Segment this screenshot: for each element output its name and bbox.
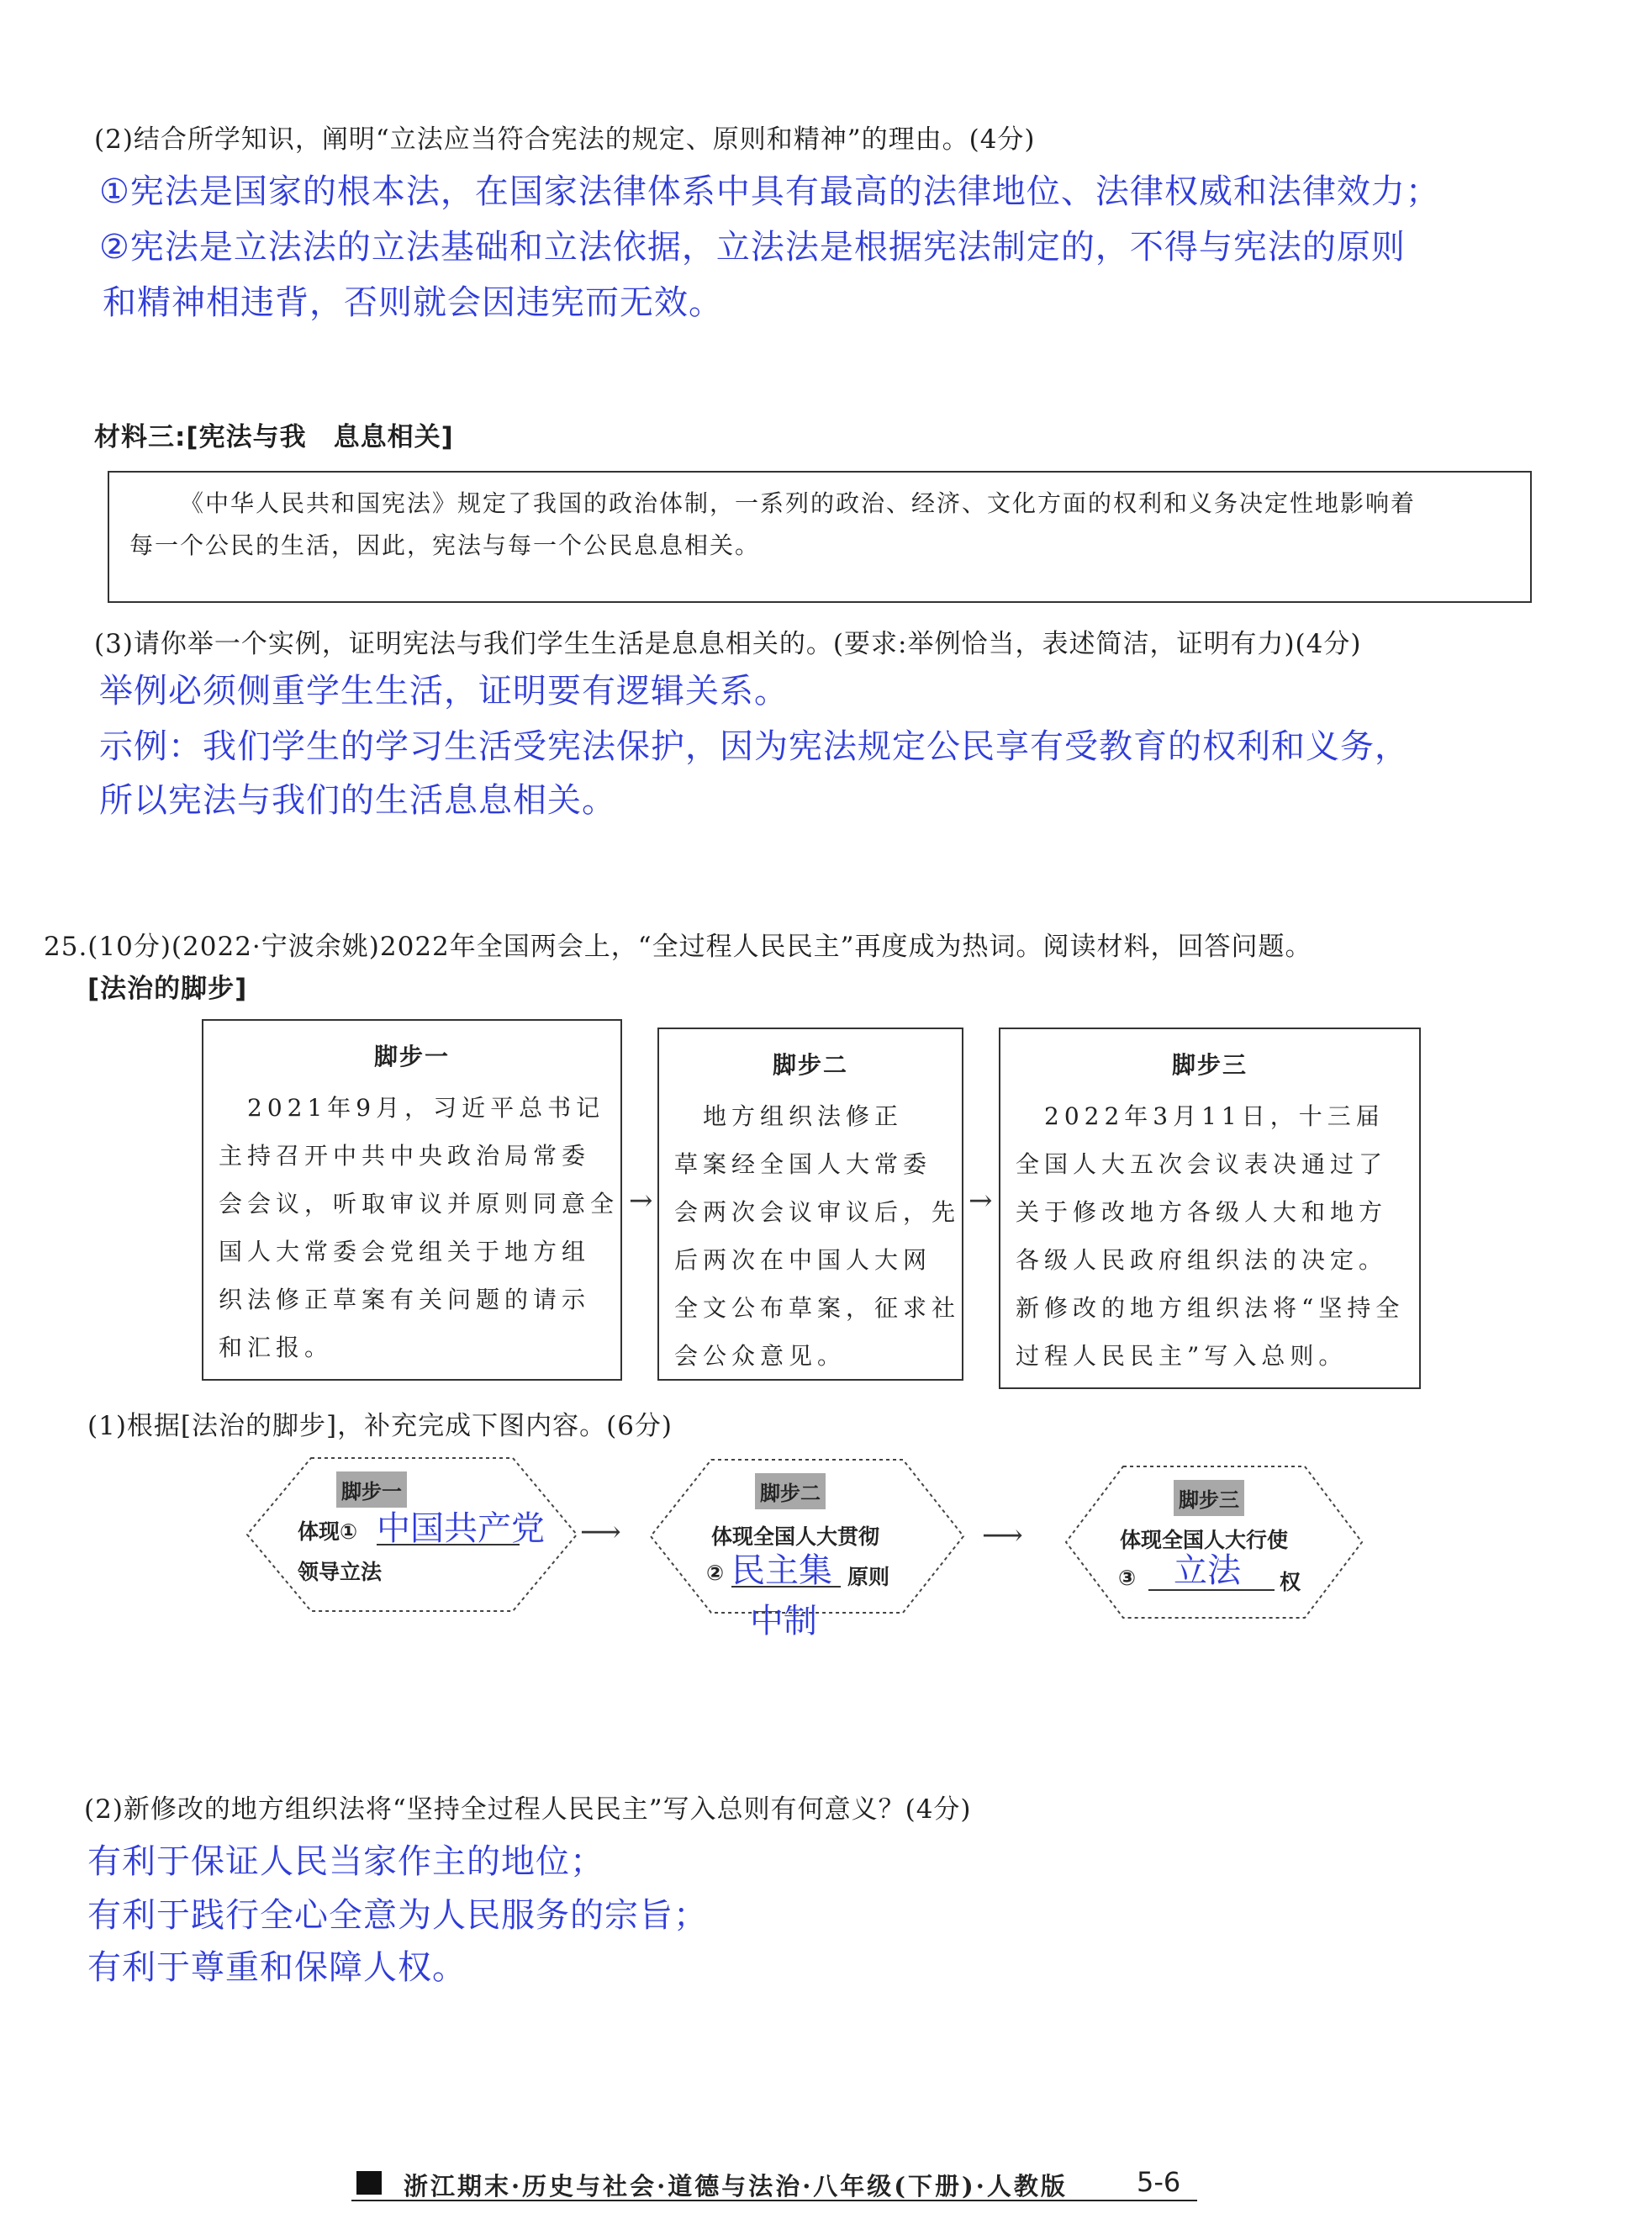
q25-part2-answer-line-3: 有利于尊重和保障人权。 (87, 1948, 467, 1987)
step-1-line-1: 2021年9月，习近平总书记 (219, 1094, 605, 1122)
q25-section-title: [法治的脚步] (87, 974, 248, 1004)
step-2-line-4: 后两次在中国人大网 (674, 1246, 932, 1274)
material3-title: 材料三:[宪法与我 息息相关] (94, 422, 454, 452)
q24-part2-answer-line-1: ①宪法是国家的根本法，在国家法律体系中具有最高的法律地位、法律权威和法律效力； (99, 172, 1440, 211)
step-3-line-3: 关于修改地方各级人大和地方 (1016, 1198, 1388, 1226)
material3-line-2: 每一个公民的生活，因此，宪法与每一个公民息息相关。 (129, 531, 761, 559)
material3-box (108, 471, 1532, 603)
step-3-line-2: 全国人大五次会议表决通过了 (1016, 1150, 1388, 1178)
q24-part2-question: (2)结合所学知识，阐明“立法应当符合宪法的规定、原则和精神”的理由。(4分) (94, 124, 1036, 155)
step-1-line-4: 国人大常委会党组关于地方组 (219, 1238, 591, 1265)
diagram-1-blank (377, 1544, 520, 1545)
diagram-3-blank (1148, 1589, 1275, 1591)
footer-marker-icon (356, 2171, 382, 2195)
diagram-1-pre: 体现① (298, 1519, 358, 1544)
step-1-line-6: 和汇报。 (219, 1334, 334, 1361)
diagram-3-marker: ③ (1118, 1566, 1137, 1590)
step-box-2 (657, 1028, 963, 1381)
q25-part2-answer-line-2: 有利于践行全心全意为人民服务的宗旨； (87, 1896, 708, 1935)
diagram-arrow-1: ⟶ (580, 1515, 621, 1549)
diagram-1-answer: 中国共产党 (377, 1509, 545, 1548)
step-1-line-2: 主持召开中共中央政治局常委 (219, 1142, 591, 1170)
diagram-1-label: 脚步一 (336, 1471, 407, 1508)
step-2-line-3: 会两次会议审议后，先 (674, 1198, 961, 1226)
step-3-line-6: 过程人民民主”写入总则。 (1016, 1342, 1348, 1370)
diagram-3-post: 权 (1280, 1570, 1301, 1594)
step-2-line-1: 地方组织法修正 (674, 1102, 904, 1130)
q25-part1-question: (1)根据[法治的脚步]，补充完成下图内容。(6分) (87, 1411, 673, 1441)
arrow-1-to-2: → (629, 1184, 653, 1218)
diagram-3-answer: 立法 (1174, 1551, 1241, 1590)
step-3-title: 脚步三 (1171, 1051, 1248, 1079)
step-2-line-2: 草案经全国人大常委 (674, 1150, 932, 1178)
diagram-2-label: 脚步二 (755, 1473, 826, 1509)
material3-line-1: 《中华人民共和国宪法》规定了我国的政治体制，一系列的政治、经济、文化方面的权利和义务决定性地影响着 (180, 489, 1417, 517)
diagram-2-post: 原则 (847, 1565, 890, 1589)
q25-part2-answer-line-1: 有利于保证人民当家作主的地位； (87, 1842, 604, 1881)
step-3-line-4: 各级人民政府组织法的决定。 (1016, 1246, 1388, 1274)
step-box-3 (999, 1028, 1421, 1389)
step-3-line-5: 新修改的地方组织法将“坚持全 (1016, 1294, 1405, 1322)
diagram-2-blank (731, 1586, 841, 1588)
arrow-2-to-3: → (969, 1184, 993, 1218)
step-2-title: 脚步二 (772, 1051, 848, 1079)
diagram-3-pre: 体现全国人大行使 (1120, 1528, 1289, 1552)
q25-header: 25.(10分)(2022·宁波余姚)2022年全国两会上，“全过程人民民主”再度成为热词。阅读材料，回答问题。 (44, 932, 1312, 962)
q24-part2-answer-line-3: 和精神相违背，否则就会因违宪而无效。 (103, 283, 723, 322)
q24-part3-answer-line-1: 举例必须侧重学生生活，证明要有逻辑关系。 (99, 672, 789, 711)
diagram-arrow-2: ⟶ (982, 1519, 1023, 1552)
q24-part2-answer-line-2: ②宪法是立法法的立法基础和立法依据，立法法是根据宪法制定的，不得与宪法的原则 (99, 228, 1406, 267)
diagram-2-answer: 民主集 (731, 1551, 832, 1590)
diagram-2-marker: ② (706, 1561, 725, 1585)
footer-text: 浙江期末·历史与社会·道德与法治·八年级(下册)·人教版 (404, 2172, 1068, 2201)
q24-part3-question: (3)请你举一个实例，证明宪法与我们学生生活是息息相关的。(要求:举例恰当，表述简洁，证明有力)(4分) (94, 629, 1362, 659)
step-1-title: 脚步一 (373, 1043, 450, 1070)
diagram-3-label: 脚步三 (1174, 1480, 1244, 1516)
step-2-line-5: 全文公布草案，征求社 (674, 1294, 961, 1322)
footer-page-number: 5-6 (1137, 2166, 1181, 2198)
step-2-line-6: 会公众意见。 (674, 1342, 847, 1370)
q24-part3-answer-line-3: 所以宪法与我们的生活息息相关。 (99, 781, 616, 820)
step-1-line-5: 织法修正草案有关问题的请示 (219, 1286, 591, 1313)
step-1-line-3: 会会议，听取审议并原则同意全 (219, 1190, 620, 1218)
q25-part2-question: (2)新修改的地方组织法将“坚持全过程人民民主”写入总则有何意义？(4分) (84, 1794, 972, 1825)
diagram-1-post: 领导立法 (298, 1560, 383, 1584)
step-3-line-1: 2022年3月11日，十三届 (1016, 1102, 1385, 1130)
diagram-2-pre: 体现全国人大贯彻 (711, 1524, 880, 1549)
q24-part3-answer-line-2: 示例：我们学生的学习生活受宪法保护，因为宪法规定公民享有受教育的权利和义务， (99, 727, 1409, 766)
step-box-1 (202, 1019, 622, 1381)
diagram-2-answer-continued: 中制 (750, 1602, 817, 1640)
